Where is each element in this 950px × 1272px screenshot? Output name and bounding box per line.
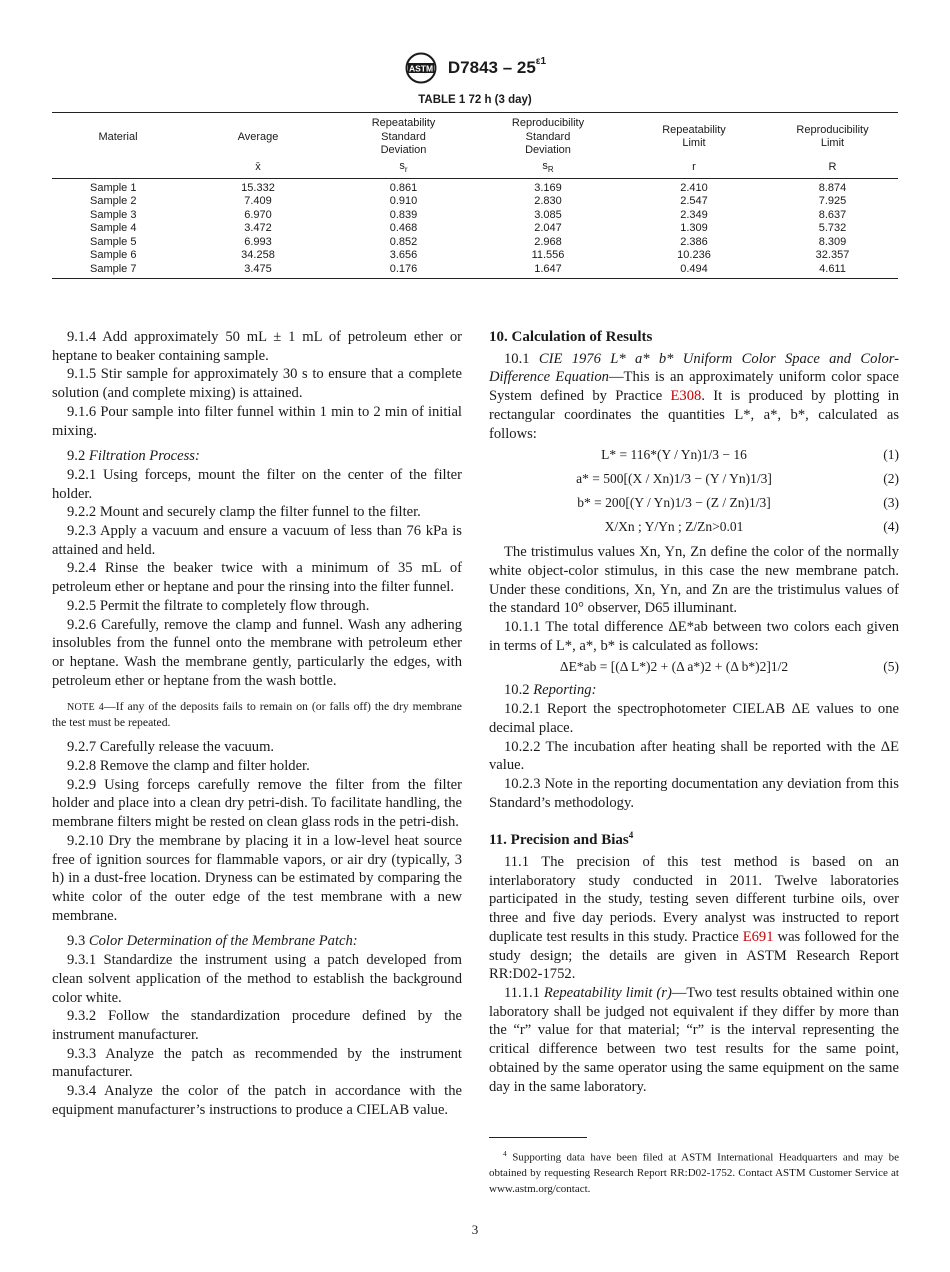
- table-cell: 1.647: [475, 263, 621, 279]
- equation-3: b* = 200[(Y / Yn)1/3 − (Z / Zn)1/3] (3): [577, 495, 899, 511]
- col-symbol: $s_R$: [475, 159, 621, 179]
- section-11-heading: 11. Precision and Bias$^4$: [489, 830, 634, 849]
- paragraph-10-1-1: 10.1.1 The total difference ΔE*ab between two colors each given in terms of L*, a*, b* is calculated as follows:: [489, 619, 899, 654]
- table-cell: 0.910: [389, 195, 418, 208]
- table-cell: 0.839: [389, 208, 418, 221]
- paragraph-11-1-1: 11.1.1 Repeatability limit (r)—Two test results obtained within one laboratory shall be judged not equivalent if they differ by more than the “r” value for that material; “r” is the interval representing the critical difference between two test results for the same point, obtained by the same operator using the same equipment on the same day in the same laboratory.: [489, 984, 899, 1095]
- table-cell: 2.830: [534, 195, 562, 208]
- link-e691[interactable]: E691: [742, 928, 774, 945]
- table-cell: 10.236: [677, 249, 711, 262]
- paragraph-9-2-4: 9.2.4 Rinse the beaker twice with a minimum of 35 mL of petroleum ether or heptane and pour the rinsing into the filter funnel.: [52, 560, 462, 596]
- paragraph-10-2-2: 10.2.2 The incubation after heating shall be reported with the ΔE value.: [489, 738, 899, 774]
- table-cell: 2.968: [534, 235, 562, 248]
- paragraph-10-2-1: 10.2.1 Report the spectrophotometer CIELAB ΔE values to one decimal place.: [489, 701, 899, 736]
- paragraph-9-2-1: 9.2.1 Using forceps, mount the filter on the center of the filter holder.: [52, 466, 462, 502]
- col-header-reproducibility-limit: Reproducibility Limit: [767, 113, 898, 159]
- page-header: [0, 52, 950, 84]
- table-cell: Sample 7: [52, 263, 184, 279]
- col-symbol: $s_r$: [332, 159, 475, 179]
- section-9-3-heading: 9.3 Color Determination of the Membrane Patch:: [67, 933, 358, 950]
- precision-table: [52, 112, 898, 279]
- paragraph-9-2-8: 9.2.8 Remove the clamp and filter holder.: [67, 758, 310, 775]
- section-10-heading: 10. Calculation of Results: [489, 329, 653, 345]
- col-header-reproducibility-sd: Reproducibility Standard Deviation: [475, 113, 621, 159]
- table-cell: Sample 1: [90, 181, 137, 194]
- table-cell: 15.332: [241, 181, 275, 194]
- paragraph-9-3-4: 9.3.4 Analyze the color of the patch in accordance with the equipment manufacturer’s instructions to produce a CIELAB value.: [52, 1083, 462, 1118]
- table-cell: 11.556: [531, 249, 565, 262]
- table-row: [52, 222, 898, 236]
- section-9-2-heading: 9.2 Filtration Process:: [67, 448, 200, 465]
- section-10-2-heading: 10.2 Reporting:: [504, 682, 597, 699]
- table-cell: 8.637: [818, 208, 847, 221]
- table-row: [52, 249, 898, 263]
- table-row: [52, 236, 898, 250]
- footnote-rule: [489, 1137, 587, 1138]
- table-cell: 5.732: [818, 222, 847, 235]
- table-cell: 1.309: [680, 222, 708, 235]
- table-cell: 0.861: [389, 181, 418, 194]
- table-row: [52, 209, 898, 223]
- designation: $D7843 - 25^{\varepsilon 1}$: [447, 56, 547, 77]
- col-header-material: Material: [52, 113, 184, 159]
- table-row: [52, 178, 898, 195]
- table-cell: Sample 5: [90, 235, 137, 248]
- col-symbol: [52, 159, 184, 179]
- col-header-repeatability-limit: Repeatability Limit: [621, 113, 767, 159]
- table-cell: 7.409: [244, 195, 272, 208]
- table-cell: Sample 2: [90, 195, 137, 208]
- table-cell: 0.468: [389, 222, 418, 235]
- table-cell: 8.309: [818, 235, 847, 248]
- table-cell: 2.410: [680, 181, 708, 194]
- table-cell: 3.085: [534, 208, 562, 221]
- table-cell: 3.656: [389, 249, 418, 262]
- table-cell: 3.475: [184, 263, 332, 279]
- table-cell: 2.349: [680, 208, 708, 221]
- paragraph-9-2-9: 9.2.9 Using forceps carefully remove the filter from the filter holder and place into a clean dry petri-dish. To facilitate handling, the membrane filters might be rested on clean glass rods in the petri-dish.: [52, 776, 462, 831]
- col-symbol: r: [621, 159, 767, 179]
- table-cell: Sample 3: [90, 208, 137, 221]
- table-cell: 3.169: [534, 181, 562, 194]
- table-cell: 7.925: [818, 195, 847, 208]
- paragraph-9-1-6: 9.1.6 Pour sample into filter funnel within 1 min to 2 min of initial mixing.: [52, 403, 462, 439]
- paragraph-9-2-3: 9.2.3 Apply a vacuum and ensure a vacuum of less than 76 kPa is attained and held.: [52, 523, 462, 558]
- paragraph-9-2-5: 9.2.5 Permit the filtrate to completely flow through.: [67, 597, 370, 614]
- table-body: [52, 178, 898, 279]
- table-cell: 32.357: [815, 249, 850, 262]
- note-4: NOTE 4—If any of the deposits fails to remain on (or falls off) the dry membrane the test must be repeated.: [52, 700, 462, 730]
- equation-2: a* = 500[(X / Xn)1/3 − (Y / Yn)1/3] (2): [576, 471, 899, 487]
- table-cell: Sample 6: [90, 249, 137, 262]
- paragraph-9-2-2: 9.2.2 Mount and securely clamp the filter funnel to the filter.: [67, 504, 421, 521]
- paragraph-tristimulus: The tristimulus values Xn, Yn, Zn define the color of the normally white object-color stimulus, in this case the new membrane patch. Under these conditions, Xn, Yn, and Zn are the tristimulus values of the standard 10° observer, D65 illuminant.: [489, 544, 899, 617]
- table-cell: 4.611: [767, 263, 898, 279]
- astm-logo-icon: [404, 52, 438, 84]
- footnote: $^4$ Supporting data have been filed at ASTM International Headquarters and may be obtained by requesting Research Report RR:D02-1752. Contact ASTM Customer Service at www.astm.org/contact.: [489, 1149, 899, 1195]
- col-symbol: x̄: [184, 159, 332, 179]
- table-row: [52, 195, 898, 209]
- right-column: [489, 328, 899, 1096]
- table-cell: 0.176: [332, 263, 475, 279]
- table-cell: 8.874: [818, 181, 847, 194]
- paragraph-9-3-3: 9.3.3 Analyze the patch as recommended by the instrument manufacturer.: [52, 1045, 462, 1081]
- col-symbol: R: [767, 159, 898, 179]
- table-title: TABLE 1 72 h (3 day): [418, 94, 532, 106]
- svg-text:ASTM: ASTM: [408, 63, 433, 74]
- equation-5: ΔE*ab = [(Δ L*)2 + (Δ a*)2 + (Δ b*)2]1/2 (5): [559, 659, 899, 675]
- paragraph-10-2-3: 10.2.3 Note in the reporting documentation any deviation from this Standard’s methodology.: [489, 775, 899, 811]
- table-cell: 6.993: [244, 235, 272, 248]
- paragraph-11-1: 11.1 The precision of this test method is based on an interlaboratory study conducted in 2011. Twelve laboratories participated in the study, testing seven different turbine oils, over three and five day periods. Every analyst was instructed to report duplicate test results in this study. Practice E691 was followed for the study design; the details are given in ASTM Research Report RR:D02-1752.: [489, 854, 900, 983]
- page-number: 3: [471, 1222, 479, 1237]
- table-cell: 34.258: [241, 249, 275, 262]
- paragraph-9-3-1: 9.3.1 Standardize the instrument using a patch developed from clean solvent application of the method to establish the background color white.: [52, 952, 462, 1006]
- table-cell: 0.494: [621, 263, 767, 279]
- paragraph-9-2-10: 9.2.10 Dry the membrane by placing it in a low-level heat source free of ignition sources for flammable vapors, or air dry (typically, 3 h) in a dust-free location. Dryness can be estimated by comparing the white color of the outer edge of the test membrane with a new membrane.: [52, 832, 462, 924]
- table-cell: 3.472: [244, 222, 272, 235]
- table-cell: Sample 4: [90, 222, 137, 235]
- paragraph-9-1-5: 9.1.5 Stir sample for approximately 30 s to ensure that a complete solution (and complete mixing) is attained.: [52, 366, 462, 402]
- equation-1: L* = 116*(Y / Yn)1/3 − 16 (1): [601, 447, 899, 463]
- paragraph-10-1: 10.1 CIE 1976 L* a* b* Uniform Color Space and Color-Difference Equation—This is an approximately uniform color space System defined by Practice E308. It is produced by plotting in rectangular coordinates the quantities L*, a*, b*, calculated as follows:: [489, 350, 900, 442]
- paragraph-9-2-6: 9.2.6 Carefully, remove the clamp and funnel. Wash any adhering insolubles from the funnel onto the membrane with petroleum ether or heptane. Wash the membrane gently, particularly the edges, with petroleum ether or heptane from the wash bottle.: [52, 616, 462, 689]
- table-cell: 2.547: [680, 195, 708, 208]
- col-header-repeatability-sd: Repeatability Standard Deviation: [332, 113, 475, 159]
- table-cell: 2.047: [534, 222, 562, 235]
- left-column: [52, 328, 462, 1119]
- link-e308[interactable]: E308: [670, 388, 702, 405]
- paragraph-9-2-7: 9.2.7 Carefully release the vacuum.: [67, 739, 275, 756]
- table-cell: 0.852: [389, 235, 418, 248]
- col-header-average: Average: [184, 113, 332, 159]
- table-row: [52, 263, 898, 279]
- paragraph-9-3-2: 9.3.2 Follow the standardization procedure defined by the instrument manufacturer.: [52, 1008, 462, 1043]
- table-cell: 6.970: [244, 208, 272, 221]
- paragraph-9-1-4: 9.1.4 Add approximately 50 mL ± 1 mL of petroleum ether or heptane to beaker containing sample.: [52, 329, 462, 364]
- equation-4: X/Xn ; Y/Yn ; Z/Zn>0.01 (4): [604, 519, 899, 535]
- table-cell: 2.386: [680, 235, 708, 248]
